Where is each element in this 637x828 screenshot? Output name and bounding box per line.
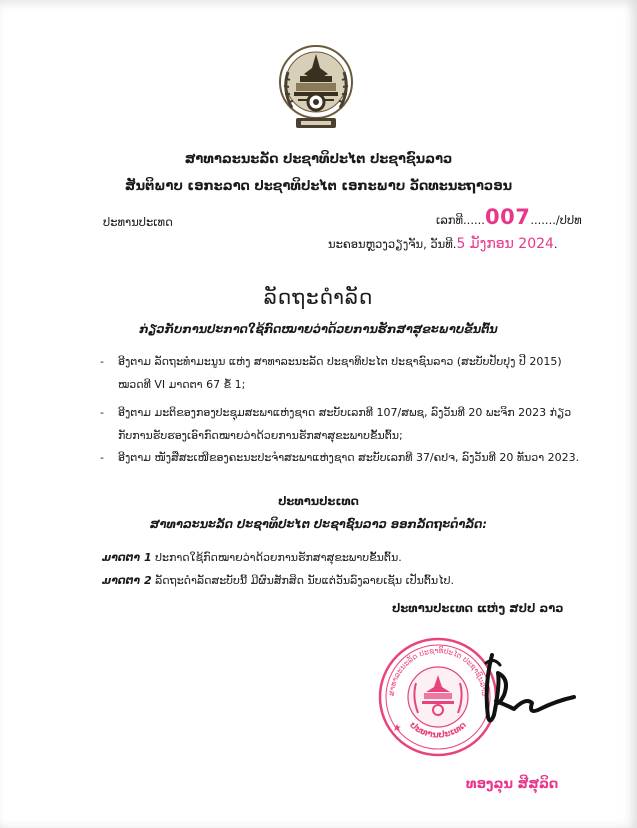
- place-date-prefix: ນະຄອນຫຼວງວຽງຈັນ, ວັນທີ.: [328, 237, 457, 251]
- reference-2-line-1: ອີງຕາມ ມະຕິຂອງກອງປະຊຸມສະພາແຫ່ງຊາດ ສະບັບເລກທີ 107/ສພຊ, ລົງວັນທີ 20 ພະຈິກ 2023 ກ່ຽວ: [118, 406, 572, 419]
- signer-name: ທອງລຸນ ສີສຸລິດ: [466, 777, 559, 792]
- promulgation-title: ປະທານປະເທດ: [278, 494, 359, 508]
- article-1-label: ມາດຕາ 1: [102, 551, 152, 564]
- decree-number: [436, 205, 582, 229]
- article-1: [102, 551, 402, 564]
- place-and-date: [328, 236, 558, 252]
- lao-national-emblem-icon: [276, 42, 356, 132]
- issuing-office: ປະທານປະເທດ: [103, 215, 173, 229]
- reference-3-line-1: ອີງຕາມ ໜັງສືສະເໜີຂອງຄະນະປະຈຳສະພາແຫ່ງຊາດ ສະບັບເລກທີ 37/ຄປຈ, ລົງວັນທີ 20 ທັນວາ 2023.: [118, 451, 580, 464]
- article-1-text: ປະກາດໃຊ້ກົດໝາຍວ່າດ້ວຍການຮັກສາສຸຂະພາບຂັ້ນຕົ້ນ.: [155, 551, 402, 564]
- number-dots-left: ......: [463, 213, 485, 227]
- stamp-bottom-text: ປະທານປະເທດ: [407, 720, 469, 741]
- reference-1-line-2: ໝວດທີ VI ມາດຕາ 67 ຂໍ້ 1;: [118, 378, 246, 391]
- signatory-title: ປະທານປະເທດ ແຫ່ງ ສປປ ລາວ: [392, 601, 564, 615]
- date-dots: .: [553, 237, 558, 251]
- reference-dash: -: [100, 355, 104, 368]
- stamp-top-text: ສາທາລະນະລັດ ປະຊາທິປະໄຕ ປະຊາຊົນລາວ: [386, 645, 490, 697]
- decree-subject: ກ່ຽວກັບການປະກາດໃຊ້ກົດໝາຍວ່າດ້ວຍການຮັກສາສຸຂະພາບຂັ້ນຕົ້ນ: [139, 322, 498, 336]
- handwritten-signature-icon: [470, 645, 580, 730]
- reference-2-line-2: ກັບການຮັບຮອງເອົາກົດໝາຍວ່າດ້ວຍການຮັກສາສຸຂະພາບຂັ້ນຕົ້ນ;: [118, 429, 403, 442]
- number-suffix: /ປປທ: [555, 213, 582, 227]
- number-prefix: ເລກທີ: [436, 213, 464, 227]
- promulgation-line: ສາທາລະນະລັດ ປະຊາທິປະໄຕ ປະຊາຊົນລາວ ອອກລັດຖະດຳລັດ:: [150, 517, 487, 531]
- reference-dash: -: [100, 406, 104, 419]
- number-dots-right: .......: [530, 213, 556, 227]
- motto-line: ສັນຕິພາບ ເອກະລາດ ປະຊາທິປະໄຕ ເອກະພາບ ວັດທະນະຖາວອນ: [124, 179, 513, 194]
- article-2: [102, 574, 454, 587]
- republic-line: ສາທາລະນະລັດ ປະຊາທິປະໄຕ ປະຊາຊົນລາວ: [184, 152, 453, 167]
- number-value: 007: [484, 205, 531, 229]
- reference-1-line-1: ອີງຕາມ ລັດຖະທຳມະນູນ ແຫ່ງ ສາທາລະນະລັດ ປະຊາທິປະໄຕ ປະຊາຊົນລາວ (ສະບັບປັບປຸງ ປີ 2015): [118, 355, 562, 368]
- article-2-text: ລັດຖະດຳລັດສະບັບນີ້ ມີຜົນສັກສິດ ນັບແຕ່ວັນລົງລາຍເຊັນ ເປັນຕົ້ນໄປ.: [155, 574, 454, 587]
- date-value: 5 ມັງກອນ 2024: [456, 236, 554, 252]
- article-2-label: ມາດຕາ 2: [102, 574, 152, 587]
- decree-title: ລັດຖະດຳລັດ: [263, 285, 374, 309]
- reference-dash: -: [100, 451, 104, 464]
